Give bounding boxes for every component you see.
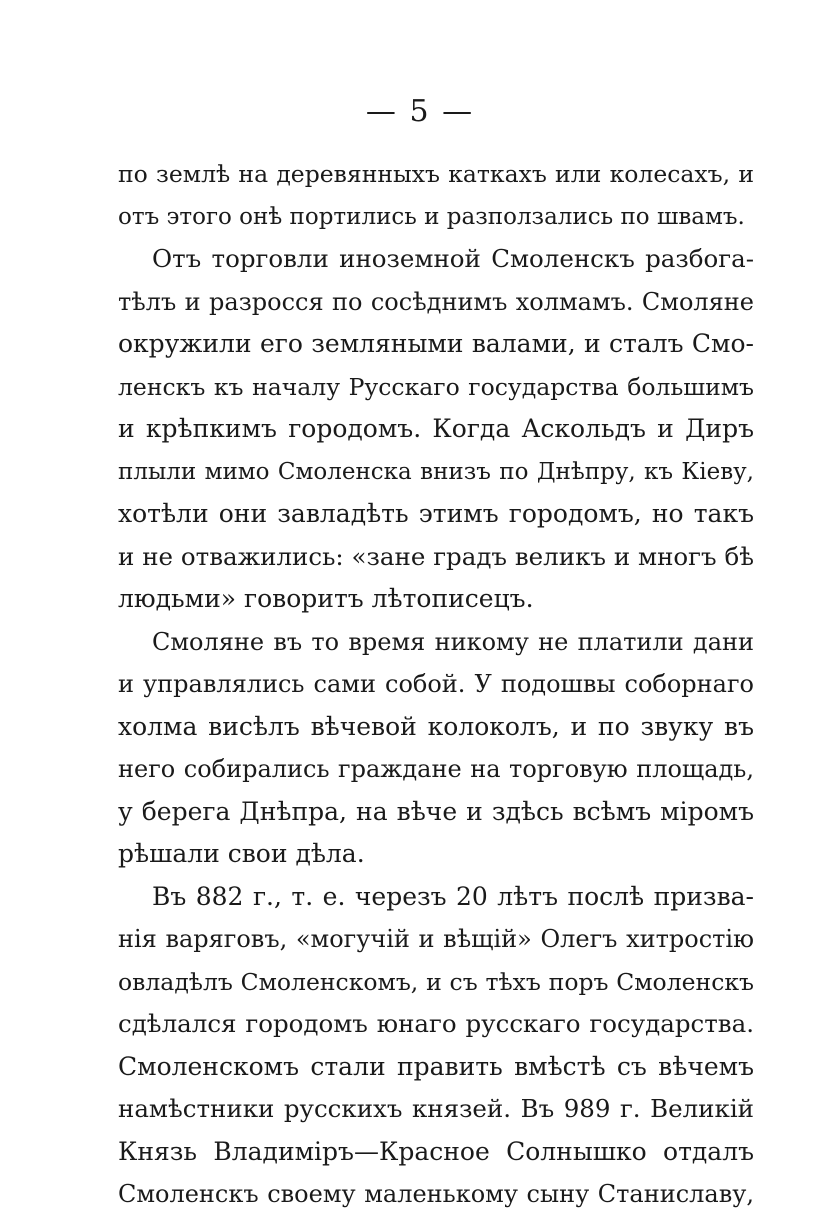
text-line: него собирались граждане на торговую площадь, bbox=[118, 755, 754, 783]
body-text bbox=[118, 153, 754, 1216]
text-line: у берега Днѣпра, на вѣче и здѣсь всѣмъ міромъ bbox=[118, 796, 754, 826]
text-line: Смоленскомъ стали править вмѣстѣ съ вѣчемъ bbox=[118, 1051, 754, 1081]
text-line: плыли мимо Смоленска внизъ по Днѣпру, къ Кіеву, bbox=[118, 458, 754, 485]
text-line: и не отважились: «зане градъ великъ и многъ бѣ bbox=[118, 541, 754, 571]
text-line: холма висѣлъ вѣчевой колоколъ, и по звуку въ bbox=[118, 711, 754, 741]
text-line: тѣлъ и разросся по сосѣднимъ холмамъ. Смоляне bbox=[118, 287, 754, 316]
text-line: Князь Владиміръ—Красное Солнышко отдалъ bbox=[118, 1136, 754, 1166]
text-line: и управлялись сами собой. У подошвы соборнаго bbox=[118, 670, 754, 698]
paragraph-start-line: Смоляне въ то время никому не платили дани bbox=[152, 627, 754, 656]
paragraph-start-line: Въ 882 г., т. е. черезъ 20 лѣтъ послѣ призва- bbox=[152, 881, 754, 911]
text-line: людьми» говоритъ лѣтописецъ. bbox=[118, 584, 534, 613]
text-line: Смоленскъ своему маленькому сыну Станиславу, bbox=[118, 1180, 754, 1208]
text-line: рѣшали свои дѣла. bbox=[118, 839, 365, 868]
text-line: овладѣлъ Смоленскомъ, и съ тѣхъ поръ Смоленскъ bbox=[118, 967, 754, 996]
text-line: по землѣ на деревянныхъ каткахъ или колесахъ, и bbox=[118, 160, 754, 188]
text-line: намѣстники русскихъ князей. Въ 989 г. Великій bbox=[118, 1094, 754, 1123]
text-line: отъ этого онѣ портились и разползались по швамъ. bbox=[118, 203, 745, 230]
text-line: хотѣли они завладѣть этимъ городомъ, но такъ bbox=[118, 499, 754, 528]
text-line: нія варяговъ, «могучій и вѣщій» Олегъ хитростію bbox=[118, 925, 754, 953]
paragraph-start-line: Отъ торговли иноземной Смоленскъ разбога- bbox=[152, 244, 754, 273]
page-number: — 5 — bbox=[365, 94, 475, 129]
text-line: и крѣпкимъ городомъ. Когда Аскольдъ и Диръ bbox=[118, 414, 754, 443]
text-line: сдѣлался городомъ юнаго русскаго государства. bbox=[118, 1009, 754, 1038]
text-line: окружили его земляными валами, и сталъ Смо- bbox=[118, 329, 754, 358]
text-line: ленскъ къ началу Русскаго государства большимъ bbox=[118, 372, 754, 401]
